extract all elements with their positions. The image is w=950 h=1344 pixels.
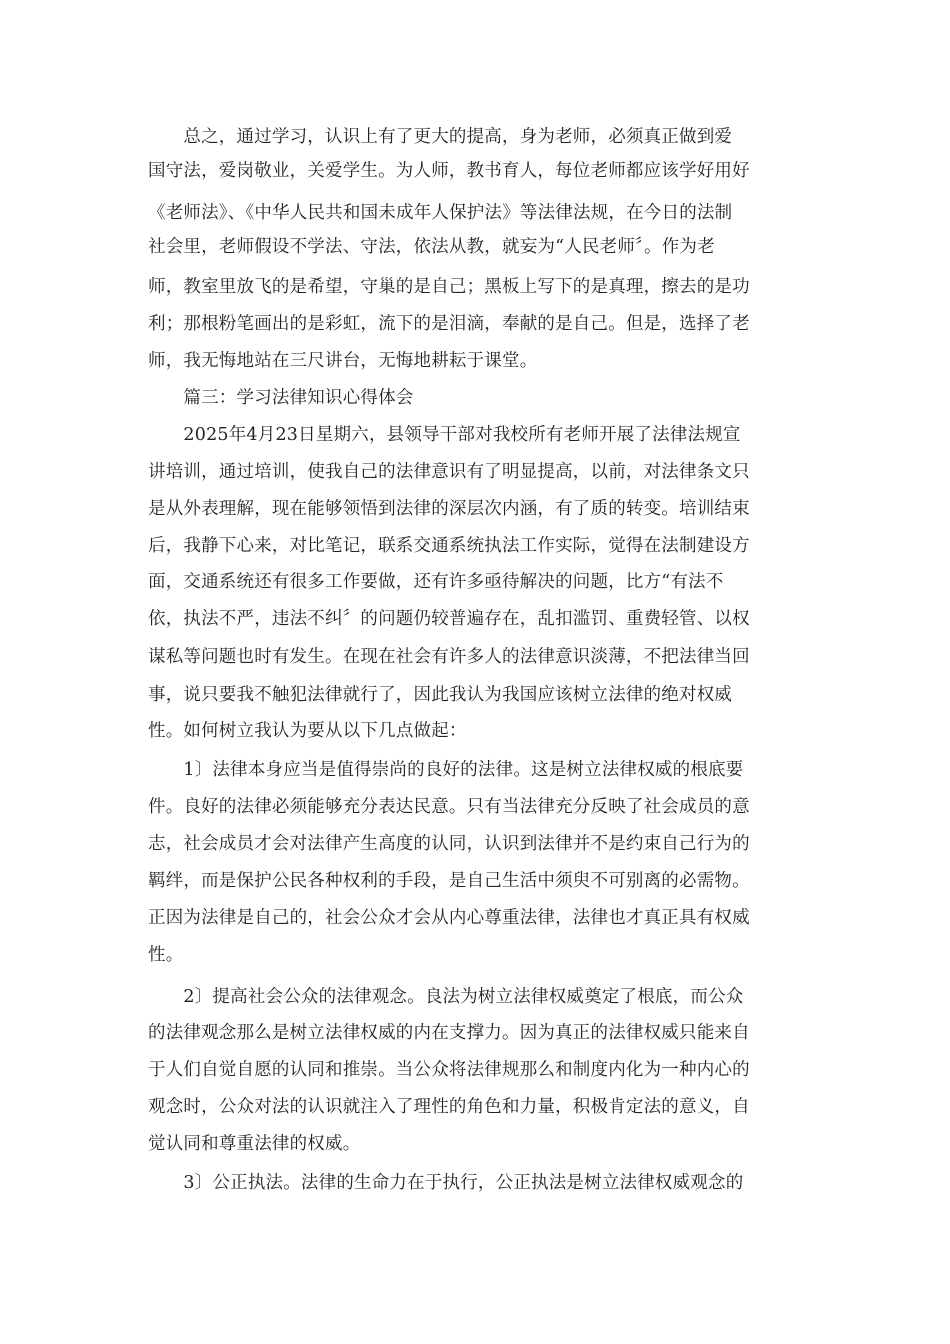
text-line: 利；那根粉笔画出的是彩虹，流下的是泪滴，奉献的是自己。但是，选择了老 (148, 314, 750, 334)
text-line: 面，交通系统还有很多工作要做，还有许多亟待解决的问题，比方“有法不 (148, 572, 724, 592)
text-line: 2〕提高社会公众的法律观念。良法为树立法律权威奠定了根底，而公众 (148, 987, 744, 1007)
text-line: 谋私等问题也时有发生。在现在社会有许多人的法律意识淡薄，不把法律当回 (148, 647, 750, 667)
text-line: 讲培训，通过培训，使我自己的法律意识有了明显提高，以前，对法律条文只 (148, 462, 750, 482)
text-line: 师，教室里放飞的是希望，守巢的是自己；黑板上写下的是真理，擦去的是功 (148, 277, 750, 297)
text-line: 志，社会成员才会对法律产生高度的认同，认识到法律并不是约束自己行为的 (148, 834, 750, 854)
text-line: 事，说只要我不触犯法律就行了，因此我认为我国应该树立法律的绝对权威 (148, 685, 733, 705)
text-line: 总之，通过学习，认识上有了更大的提高，身为老师，必须真正做到爱 (148, 127, 733, 147)
text-line: 件。良好的法律必须能够充分表达民意。只有当法律充分反映了社会成员的意 (148, 797, 750, 817)
text-line: 社会里，老师假设不学法、守法，依法从教，就妄为“人民老师〞。作为老 (148, 237, 715, 257)
text-line: 国守法，爱岗敬业，关爱学生。为人师，教书育人，每位老师都应该学好用好 (148, 161, 750, 181)
text-line: 于人们自觉自愿的认同和推崇。当公众将法律规那么和制度内化为一种内心的 (148, 1060, 750, 1080)
text-line: 师，我无悔地站在三尺讲台，无悔地耕耘于课堂。 (148, 351, 538, 371)
text-line: 依，执法不严，违法不纠〞的问题仍较普遍存在，乱扣滥罚、重费轻管、以权 (148, 609, 750, 629)
text-line: 觉认同和尊重法律的权威。 (148, 1134, 361, 1154)
text-line: 羁绊，而是保护公民各种权利的手段，是自己生活中须臾不可别离的必需物。 (148, 871, 750, 891)
text-line: 正因为法律是自己的，社会公众才会从内心尊重法律，法律也才真正具有权威 (148, 908, 750, 928)
text-line: 1〕法律本身应当是值得崇尚的良好的法律。这是树立法律权威的根底要 (148, 760, 744, 780)
text-line: 《老师法》、《中华人民共和国未成年人保护法》等法律法规，在今日的法制 (148, 203, 733, 223)
text-line: 性。 (148, 945, 184, 965)
text-line: 2025年4月23日星期六，县领导干部对我校所有老师开展了法律法规宣 (148, 425, 741, 445)
text-line: 是从外表理解，现在能够领悟到法律的深层次内涵，有了质的转变。培训结束 (148, 499, 750, 519)
section-heading: 篇三：学习法律知识心得体会 (148, 388, 414, 408)
text-line: 3〕公正执法。法律的生命力在于执行，公正执法是树立法律权威观念的 (148, 1173, 744, 1193)
text-line: 的法律观念那么是树立法律权威的内在支撑力。因为真正的法律权威只能来自 (148, 1023, 750, 1043)
text-line: 观念时，公众对法的认识就注入了理性的角色和力量，积极肯定法的意义，自 (148, 1097, 750, 1117)
text-line: 后，我静下心来，对比笔记，联系交通系统执法工作实际，觉得在法制建设方 (148, 536, 750, 556)
text-line: 性。如何树立我认为要从以下几点做起： (148, 721, 467, 741)
